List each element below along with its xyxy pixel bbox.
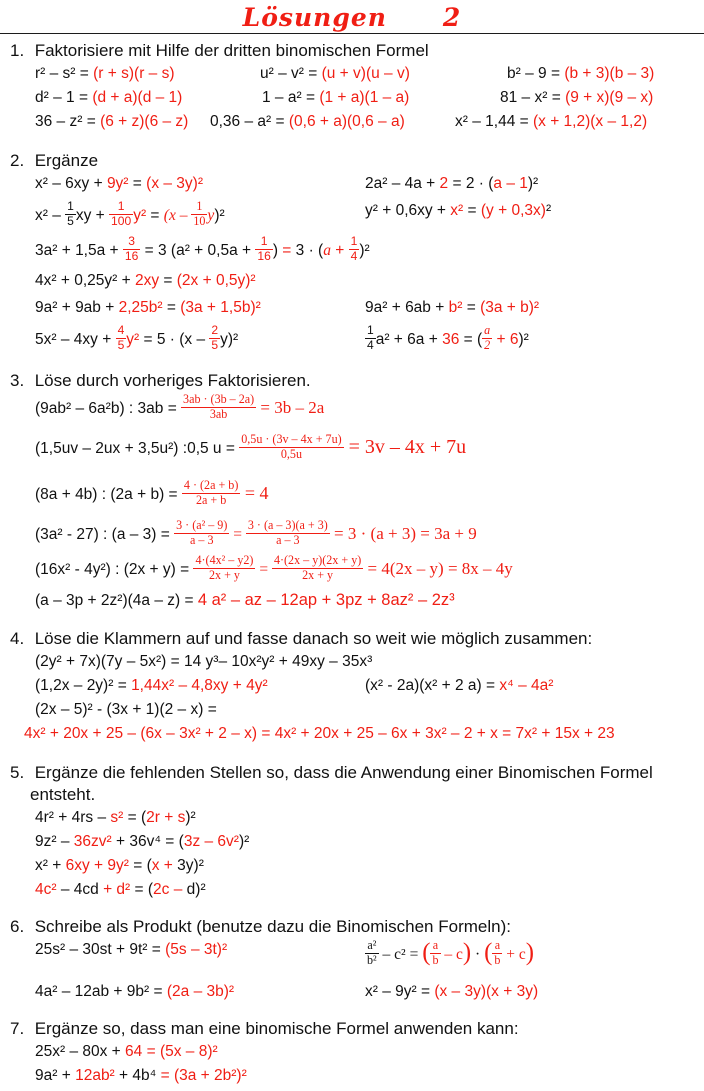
numerator: 4·(2x – y)(2x + y): [273, 553, 362, 567]
math-segment: =: [159, 272, 177, 289]
math-segment: = 5 · (x –: [139, 331, 210, 349]
numerator: a: [492, 939, 502, 954]
math-segment: = (3a + 2b²)²: [160, 1067, 247, 1084]
fraction: [365, 324, 376, 352]
numerator: 1: [350, 234, 358, 248]
math-line: [10, 553, 700, 591]
math-segment: u² – v² =: [260, 65, 322, 82]
math-segment: (9 + x)(9 – x): [565, 89, 654, 106]
math-segment: 1 – a² =: [262, 89, 320, 106]
math-segment: =: [282, 242, 296, 260]
math-expression: [35, 881, 206, 899]
denominator: 2x + y: [302, 567, 334, 582]
math-line: [10, 591, 700, 617]
fraction: [239, 433, 343, 461]
math-segment: (9ab² – 6a²b) : 3ab =: [35, 400, 182, 418]
fraction: [272, 554, 363, 582]
section-heading: [10, 371, 700, 391]
denominator: 4: [350, 248, 358, 263]
math-expression: [35, 175, 203, 193]
math-expression: [35, 983, 234, 1001]
math-line: [10, 89, 700, 113]
numerator: 3ab · (3b – 2a): [183, 392, 255, 406]
math-segment: (2x + 0,5y)²: [176, 272, 256, 289]
math-expression: [35, 677, 268, 695]
math-line: [10, 299, 700, 326]
fraction: [365, 939, 379, 967]
math-segment: ): [462, 938, 472, 966]
math-segment: xy +: [75, 207, 110, 225]
math-expression: [35, 65, 175, 83]
math-line: [10, 65, 700, 89]
math-segment: + 6: [492, 331, 519, 349]
math-segment: (x –: [163, 207, 192, 225]
denominator: 10: [193, 213, 206, 228]
math-expression: [365, 299, 539, 317]
math-line: [10, 113, 700, 137]
math-segment: – c: [440, 946, 463, 964]
denominator: a – 3: [276, 532, 300, 547]
math-expression: [35, 553, 513, 584]
math-expression: [35, 833, 249, 851]
section-heading-text: Ergänze: [30, 151, 99, 170]
math-segment: (8a + 4b) : (2a + b) =: [35, 486, 182, 504]
math-segment: =: [229, 526, 246, 544]
math-line: [10, 881, 700, 905]
math-expression: [455, 113, 647, 131]
math-segment: = (: [130, 881, 154, 898]
math-expression: [365, 202, 551, 220]
math-segment: x² –: [35, 207, 66, 225]
numerator: a: [430, 939, 440, 954]
math-segment: + 36v⁴ = (: [111, 833, 184, 850]
math-segment: 25s² – 30st + 9t² =: [35, 941, 166, 958]
math-segment: (d + a)(d – 1): [92, 89, 183, 106]
sections-container: [0, 34, 704, 1091]
fraction: [349, 235, 360, 263]
math-segment: = 2 · (: [448, 175, 494, 192]
denominator: 2x + y: [208, 567, 240, 582]
section: [10, 917, 700, 1009]
math-segment: (0,6 + a)(0,6 – a): [288, 113, 405, 130]
math-segment: d)²: [186, 881, 206, 898]
math-segment: 12ab²: [75, 1067, 115, 1084]
math-segment: x² – 1,44 =: [455, 113, 533, 130]
math-segment: (u + v)(u – v): [321, 65, 410, 82]
title-text: Lösungen: [242, 3, 387, 32]
math-segment: 2: [439, 175, 449, 192]
math-segment: (x + 1,2)(x – 1,2): [532, 113, 648, 130]
math-segment: 6xy + 9y²: [65, 857, 129, 874]
math-expression: [35, 323, 239, 354]
section: [10, 151, 700, 361]
math-segment: (: [484, 938, 493, 966]
math-line: [10, 392, 700, 435]
math-line: [10, 518, 700, 556]
math-segment: ): [272, 242, 283, 260]
math-line: [10, 938, 700, 983]
denominator: b²: [367, 952, 377, 967]
fraction: [123, 235, 140, 263]
math-segment: 3y)²: [177, 857, 204, 874]
math-expression: [35, 234, 370, 265]
math-segment: a: [323, 242, 331, 260]
math-line: [10, 1067, 700, 1091]
math-segment: 0,36 – a² =: [210, 113, 289, 130]
math-segment: = 4: [240, 483, 269, 504]
math-segment: 2c –: [153, 881, 187, 898]
math-expression: [260, 65, 410, 83]
math-segment: =: [255, 561, 272, 579]
fraction: [482, 324, 492, 352]
math-expression: [35, 432, 467, 463]
math-segment: + c: [502, 946, 526, 964]
math-segment: (1,2x – 2y)² =: [35, 677, 132, 694]
math-segment: (3a + 1,5b)²: [180, 299, 261, 316]
math-expression: [500, 89, 653, 107]
math-segment: )²: [527, 175, 539, 192]
numerator: 2: [211, 323, 219, 337]
section-number: 1.: [10, 41, 25, 60]
math-segment: x²: [450, 202, 464, 219]
math-expression: [35, 89, 182, 107]
section-heading-text: Schreibe als Produkt (benutze dazu die Binomischen Formeln):: [30, 917, 511, 936]
math-line: [10, 272, 700, 299]
math-expression: [262, 89, 409, 107]
math-segment: 2,25b²: [118, 299, 163, 316]
section: [10, 629, 700, 751]
section-number: 3.: [10, 371, 25, 390]
math-segment: 4 a² – az – 12ap + 3pz + 8az² – 2z³: [197, 591, 455, 609]
math-segment: +: [330, 242, 349, 260]
math-line: [10, 323, 700, 361]
denominator: a – 3: [190, 532, 214, 547]
section-heading-text: Ergänze die fehlenden Stellen so, dass die Anwendung einer Binomischen Formel: [30, 763, 653, 782]
fraction: [246, 519, 330, 547]
math-segment: 25x² – 80x +: [35, 1043, 126, 1060]
denominator: 3ab: [209, 406, 228, 421]
math-segment: 64 = (5x – 8)²: [125, 1043, 218, 1060]
math-expression: [35, 392, 325, 423]
math-expression: [35, 701, 217, 719]
denominator: b: [494, 952, 501, 967]
math-segment: y)²: [220, 331, 239, 349]
section-heading: [10, 917, 700, 937]
math-segment: b²: [448, 299, 463, 316]
math-expression: [35, 518, 477, 549]
section-heading: [10, 1019, 700, 1039]
math-expression: [35, 1043, 218, 1061]
math-segment: – 4cd: [56, 881, 104, 898]
section-heading-text: Ergänze so, dass man eine binomische Formel anwenden kann:: [30, 1019, 519, 1038]
math-segment: ): [525, 938, 535, 966]
math-segment: )²: [238, 833, 250, 850]
denominator: 5: [117, 337, 125, 352]
numerator: a: [484, 323, 491, 337]
math-expression: [507, 65, 654, 83]
math-segment: = (: [128, 857, 152, 874]
math-segment: (2y² + 7x)(7y – 5x²) = 14 y³– 10x²y² + 49xy – 35x³: [35, 653, 373, 670]
math-segment: y²: [126, 331, 140, 349]
numerator: 4: [117, 323, 125, 337]
math-expression: [35, 113, 188, 131]
section: [10, 41, 700, 137]
denominator: 5: [67, 213, 74, 228]
math-segment: y: [207, 207, 215, 225]
math-segment: d² – 1 =: [35, 89, 93, 106]
math-segment: 2r + s: [146, 809, 186, 826]
fraction: [492, 939, 502, 967]
section: [10, 1019, 700, 1091]
math-segment: (5s – 3t)²: [165, 941, 228, 958]
denominator: 16: [257, 248, 271, 263]
math-segment: + d²: [103, 881, 131, 898]
math-segment: 36zv²: [73, 833, 112, 850]
section-heading-text: Löse durch vorheriges Faktorisieren.: [30, 371, 311, 390]
math-segment: (b + 3)(b – 3): [564, 65, 655, 82]
title-number: 2: [442, 3, 462, 32]
math-segment: 5x² – 4xy +: [35, 331, 116, 349]
math-expression: [35, 857, 204, 875]
math-segment: 4c²: [35, 881, 57, 898]
math-expression: [35, 478, 269, 509]
fraction: [174, 519, 229, 547]
denominator: 5: [211, 337, 219, 352]
math-line: [10, 983, 700, 1009]
denominator: 16: [124, 248, 139, 263]
math-segment: x⁴ – 4a²: [499, 677, 554, 694]
math-segment: 4x² + 20x + 25 – (6x – 3x² + 2 – x) = 4x² + 20x + 25 – 6x + 3x² – 2 + x = 7x² + 15x + 23: [24, 725, 615, 742]
math-expression: [35, 299, 261, 317]
numerator: 1: [67, 199, 74, 213]
math-segment: = (: [123, 809, 147, 826]
page-title: [0, 0, 704, 32]
math-segment: 4r² + 4rs –: [35, 809, 111, 826]
fraction: [209, 324, 220, 352]
math-expression: [365, 983, 538, 1001]
math-segment: ·: [471, 946, 485, 964]
math-line: [10, 432, 700, 481]
section-number: 5.: [10, 763, 25, 782]
math-segment: 9a² + 6ab +: [365, 299, 449, 316]
math-line: [10, 809, 700, 833]
math-segment: = 3 · (a + 3) = 3a + 9: [329, 524, 477, 544]
denominator: 0,5u: [280, 446, 302, 461]
numerator: 3 · (a² – 9): [176, 518, 228, 532]
denominator: 100: [111, 213, 132, 228]
math-segment: (3a + b)²: [480, 299, 540, 316]
math-segment: (x – 3y)(x + 3y): [434, 983, 539, 1000]
math-segment: 9z² –: [35, 833, 74, 850]
section-number: 2.: [10, 151, 25, 170]
section-heading-cont: entsteht.: [30, 785, 96, 804]
numerator: 0,5u · (3v – 4x + 7u): [241, 432, 342, 446]
math-expression: [210, 113, 405, 131]
math-expression: [35, 272, 256, 290]
math-segment: )²: [185, 809, 196, 826]
numerator: 3 · (a – 3)(a + 3): [247, 518, 328, 532]
math-expression: [365, 938, 535, 969]
denominator: 2: [484, 337, 491, 352]
fraction: [255, 235, 272, 263]
math-line: [10, 653, 700, 677]
math-line: [10, 725, 700, 751]
math-segment: x² – 9y² =: [365, 983, 435, 1000]
math-segment: 3 · (: [295, 242, 324, 260]
math-segment: 36 – z² =: [35, 113, 101, 130]
math-segment: )²: [518, 331, 529, 349]
math-segment: (y + 0,3x): [480, 202, 546, 219]
numerator: 4 · (2a + b): [183, 478, 239, 492]
fraction: [181, 393, 256, 421]
math-segment: =: [463, 202, 481, 219]
math-segment: y² + 0,6xy +: [365, 202, 451, 219]
math-expression: [365, 175, 538, 193]
math-segment: (r + s)(r – s): [93, 65, 175, 82]
section-heading-text: Löse die Klammern auf und fasse danach so weit wie möglich zusammen:: [30, 629, 593, 648]
math-expression: [24, 725, 615, 743]
math-line: [10, 199, 700, 237]
math-expression: [35, 941, 227, 959]
math-segment: b² – 9 =: [507, 65, 565, 82]
section-number: 7.: [10, 1019, 25, 1038]
math-segment: (a – 3p + 2z²)(4a – z) =: [35, 592, 198, 609]
math-segment: 3a² + 1,5a +: [35, 242, 123, 260]
denominator: b: [432, 952, 439, 967]
math-segment: r² – s² =: [35, 65, 94, 82]
math-line: [10, 701, 700, 725]
math-segment: 3z – 6v²: [183, 833, 239, 850]
math-segment: (16x² - 4y²) : (2x + y) =: [35, 561, 194, 579]
math-segment: = 3 (a² + 0,5a +: [140, 242, 256, 260]
numerator: 1: [191, 200, 207, 215]
math-segment: = 3v – 4x + 7u: [343, 436, 467, 459]
math-segment: 2xy: [134, 272, 160, 289]
numerator: 4·(4x² – y2): [195, 553, 254, 567]
math-segment: s²: [110, 809, 124, 826]
math-segment: (3a² - 27) : (a – 3) =: [35, 526, 175, 544]
fraction: [65, 200, 76, 228]
math-segment: = 4(2x – y) = 8x – 4y: [363, 559, 513, 579]
math-segment: (: [422, 938, 431, 966]
section-heading-text: Faktorisiere mit Hilfe der dritten binomischen Formel: [30, 41, 429, 60]
numerator: 3: [123, 235, 140, 250]
math-segment: =: [128, 175, 147, 192]
section-heading: [10, 151, 700, 171]
math-line: [10, 857, 700, 881]
math-segment: a – 1: [493, 175, 528, 192]
math-segment: 4a² – 12ab + 9b² =: [35, 983, 167, 1000]
math-segment: (1,5uv – 2ux + 3,5u²) :0,5 u =: [35, 440, 240, 458]
section: [10, 371, 700, 617]
math-segment: x +: [151, 857, 178, 874]
math-segment: – c² =: [378, 946, 423, 964]
math-segment: (2x – 5)² - (3x + 1)(2 – x) =: [35, 701, 217, 718]
math-expression: [365, 677, 553, 695]
section-heading: [10, 763, 700, 783]
math-expression: [35, 199, 225, 230]
math-line: [10, 1043, 700, 1067]
math-line: [10, 833, 700, 857]
fraction: [182, 479, 240, 507]
section-heading: [10, 41, 700, 61]
section-number: 6.: [10, 917, 25, 936]
fraction: [193, 554, 255, 582]
math-expression: [35, 653, 372, 671]
math-expression: [365, 323, 529, 354]
fraction: [116, 324, 127, 352]
fraction: [191, 200, 207, 228]
section: [10, 763, 700, 905]
math-segment: = 3b – 2a: [256, 398, 325, 418]
math-expression: [35, 809, 196, 827]
math-segment: 81 – x² =: [500, 89, 566, 106]
fraction: [430, 939, 440, 967]
math-segment: (6 + z)(6 – z): [100, 113, 189, 130]
math-segment: 9a² +: [35, 1067, 76, 1084]
math-segment: 9y²: [106, 175, 129, 192]
math-segment: (2a – 3b)²: [166, 983, 235, 1000]
numerator: a²: [365, 939, 379, 954]
math-segment: 1,44x² – 4,8xy + 4y²: [131, 677, 268, 694]
section-heading: [10, 629, 700, 649]
math-segment: (x – 3y)²: [146, 175, 203, 192]
math-segment: (1 + a)(1 – a): [319, 89, 410, 106]
math-segment: a² + 6a +: [375, 331, 443, 349]
numerator: 1: [109, 200, 133, 215]
math-line: [10, 478, 700, 521]
math-line: [10, 175, 700, 202]
math-segment: + 4b⁴: [114, 1067, 161, 1084]
numerator: 1: [367, 323, 374, 337]
section-number: 4.: [10, 629, 25, 648]
math-segment: )²: [359, 242, 370, 260]
math-segment: 9a² + 9ab +: [35, 299, 119, 316]
math-segment: x² +: [35, 857, 66, 874]
denominator: 4: [367, 337, 374, 352]
math-segment: ²: [545, 202, 552, 219]
math-line: [10, 234, 700, 272]
math-segment: (x² - 2a)(x² + 2 a) =: [365, 677, 500, 694]
math-segment: x² – 6xy +: [35, 175, 107, 192]
math-segment: =: [462, 299, 481, 316]
math-segment: y²: [133, 207, 147, 225]
math-segment: =: [146, 207, 164, 225]
math-segment: )²: [214, 207, 225, 225]
math-line: [10, 677, 700, 701]
denominator: 2a + b: [195, 492, 227, 507]
math-expression: [35, 1067, 247, 1085]
fraction: [109, 200, 133, 228]
math-segment: 2a² – 4a +: [365, 175, 440, 192]
math-expression: [35, 591, 455, 610]
math-segment: = (: [459, 331, 483, 349]
math-segment: =: [162, 299, 181, 316]
numerator: 1: [255, 235, 272, 250]
math-segment: 4x² + 0,25y² +: [35, 272, 135, 289]
math-segment: 36: [442, 331, 460, 349]
